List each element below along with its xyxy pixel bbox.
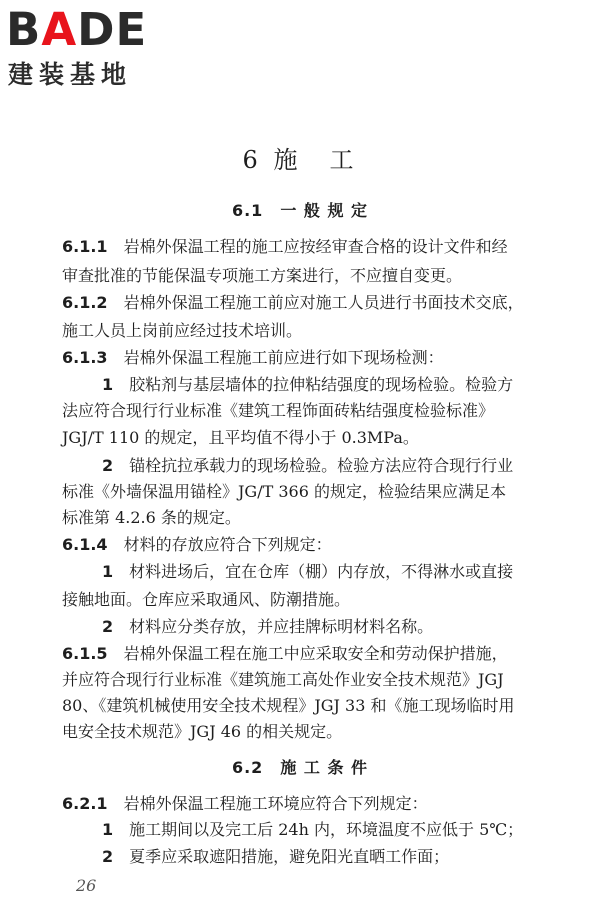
- item-number: 2: [102, 847, 114, 866]
- clause-line: 6.1.1 岩棉外保温工程的施工应按经审查合格的设计文件和经: [62, 237, 508, 256]
- item-number: 2: [102, 456, 114, 475]
- item-line: 1 材料进场后，宜在仓库（棚）内存放，不得淋水或直接: [102, 562, 514, 581]
- section-heading: 6.2 施 工 条 件: [231, 758, 369, 777]
- page-number: 26: [76, 876, 97, 895]
- text-line: 标准第 4.2.6 条的规定。: [62, 508, 241, 527]
- item-number: 1: [102, 375, 114, 394]
- chapter-title: 施 工: [273, 146, 358, 174]
- clause-line: 6.2.1 岩棉外保温工程施工环境应符合下列规定：: [62, 794, 428, 813]
- section-heading: 6.1 一 般 规 定: [231, 201, 369, 220]
- clause-number: 6.1.5: [62, 644, 108, 663]
- clause-number: 6.1.1: [62, 237, 108, 256]
- clause-number: 6.2.1: [62, 794, 108, 813]
- text-line: 施工人员上岗前应经过技术培训。: [62, 321, 303, 340]
- bade-logo: [6, 4, 176, 92]
- clause-number: 6.1.2: [62, 293, 108, 312]
- text-line: 标准《外墙保温用锚栓》JG/T 366 的规定，检验结果应满足本: [62, 482, 506, 501]
- chapter-number: 6: [242, 146, 262, 174]
- clause-line: 6.1.2 岩棉外保温工程施工前应对施工人员进行书面技术交底，: [62, 293, 524, 312]
- logo-wordmark: BADE: [6, 3, 148, 56]
- text-line: 并应符合现行行业标准《建筑施工高处作业安全技术规范》JGJ: [62, 670, 504, 689]
- item-number: 1: [102, 820, 114, 839]
- clause-line: 6.1.4 材料的存放应符合下列规定：: [62, 535, 332, 554]
- item-number: 1: [102, 562, 114, 581]
- clause-number: 6.1.3: [62, 348, 108, 367]
- item-number: 2: [102, 617, 114, 636]
- text-line: JGJ/T 110 的规定，且平均值不得小于 0.3MPa。: [62, 428, 419, 447]
- clause-line: 6.1.5 岩棉外保温工程在施工中应采取安全和劳动保护措施，: [62, 644, 508, 663]
- clause-line: 6.1.3 岩棉外保温工程施工前应进行如下现场检测：: [62, 348, 444, 367]
- text-line: 80、《建筑机械使用安全技术规程》JGJ 33 和《施工现场临时用: [62, 696, 515, 715]
- clause-number: 6.1.4: [62, 535, 108, 554]
- logo-subtitle: 建装基地: [8, 60, 133, 89]
- text-line: 接触地面。仓库应采取通风、防潮措施。: [62, 590, 351, 609]
- item-line: 2 夏季应采取遮阳措施，避免阳光直晒工作面；: [102, 847, 450, 866]
- item-line: 2 材料应分类存放，并应挂牌标明材料名称。: [102, 617, 434, 636]
- item-line: 1 胶粘剂与基层墙体的拉伸粘结强度的现场检验。检验方: [102, 375, 514, 394]
- text-line: 电安全技术规范》JGJ 46 的相关规定。: [62, 722, 343, 741]
- chapter-heading: [0, 146, 600, 174]
- item-line: 2 锚栓抗拉承载力的现场检验。检验方法应符合现行行业: [102, 456, 514, 475]
- item-line: 1 施工期间以及完工后 24h 内，环境温度不应低于 5℃；: [102, 820, 524, 839]
- logo-accent-letter: A: [41, 3, 78, 56]
- text-line: 法应符合现行行业标准《建筑工程饰面砖粘结强度检验标准》: [62, 401, 495, 420]
- text-line: 审查批准的节能保温专项施工方案进行，不应擅自变更。: [62, 266, 463, 285]
